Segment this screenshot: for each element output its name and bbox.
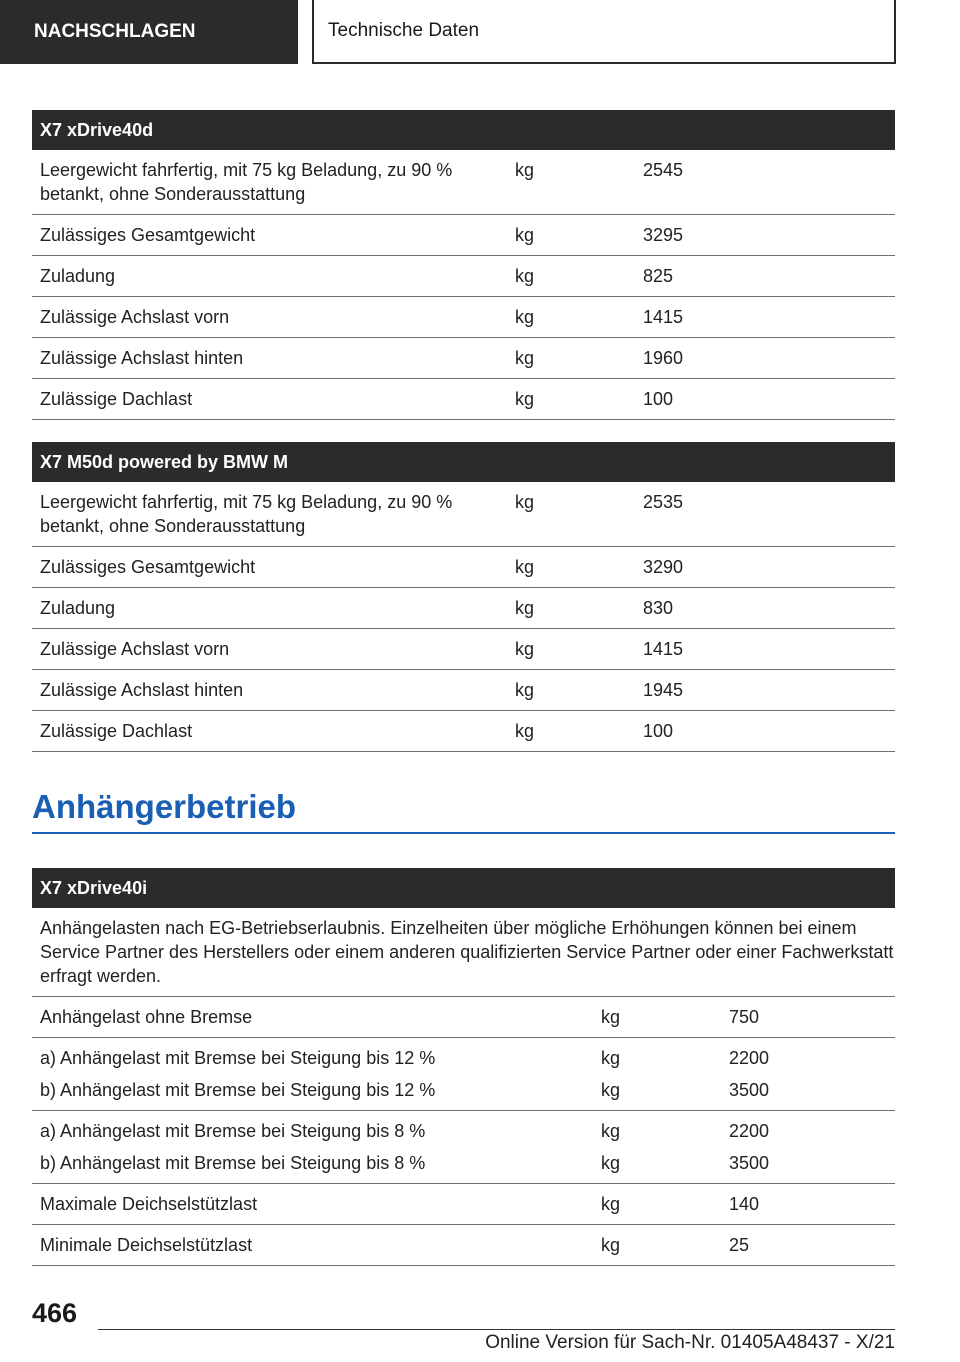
table-row — [32, 215, 895, 256]
row-unit: kg — [507, 547, 635, 588]
table-title: X7 xDrive40d — [32, 110, 895, 150]
row-value-group — [721, 1111, 895, 1184]
row-value: 1960 — [635, 338, 895, 379]
row-label: Zuladung — [32, 588, 507, 629]
row-value: 2535 — [635, 482, 895, 547]
row-value-group — [721, 1038, 895, 1111]
row-value: 750 — [721, 997, 895, 1038]
spec-table-x7-xdrive40d — [32, 110, 895, 420]
spec-table-x7-m50d — [32, 442, 895, 752]
row-value: 140 — [721, 1184, 895, 1225]
row-value: 1415 — [635, 297, 895, 338]
row-value: 2200 — [729, 1121, 770, 1141]
row-unit: kg — [593, 1225, 721, 1266]
row-label: Zulässiges Gesamtgewicht — [32, 215, 507, 256]
table-row — [32, 547, 895, 588]
row-unit: kg — [507, 588, 635, 629]
row-unit: kg — [507, 256, 635, 297]
row-label: Zulässiges Gesamtgewicht — [32, 547, 507, 588]
row-value: 830 — [635, 588, 895, 629]
table-note: Anhängelasten nach EG-Betriebserlaubnis. Einzelheiten über mögliche Erhöhungen können bei einem Service Partner des Herstellers oder einem anderen qualifizierten Service Partner oder einer Fachwerkstatt erfragt werden. — [32, 908, 895, 997]
section-tab-label: NACHSCHLAGEN — [34, 21, 196, 42]
row-unit: kg — [507, 482, 635, 547]
row-label: Zulässige Achslast vorn — [32, 297, 507, 338]
row-unit: kg — [507, 379, 635, 420]
row-unit: kg — [507, 297, 635, 338]
table-row — [32, 297, 895, 338]
row-value: 3500 — [729, 1153, 770, 1173]
row-label: Zulässige Achslast hinten — [32, 670, 507, 711]
row-label: Zulässige Dachlast — [32, 711, 507, 752]
row-value: 3500 — [729, 1080, 770, 1100]
row-unit: kg — [507, 150, 635, 215]
table-row — [32, 1038, 895, 1111]
table-note-row — [32, 908, 895, 997]
table-row — [32, 1111, 895, 1184]
row-value: 3295 — [635, 215, 895, 256]
row-label: b) Anhängelast mit Bremse bei Steigung bis 12 % — [40, 1080, 436, 1100]
page-number: 466 — [32, 1298, 78, 1328]
table-title: X7 xDrive40i — [32, 868, 895, 908]
row-value: 25 — [721, 1225, 895, 1266]
row-label: a) Anhängelast mit Bremse bei Steigung bis 12 % — [40, 1048, 436, 1068]
footer-divider — [98, 1329, 895, 1330]
row-value: 100 — [635, 379, 895, 420]
row-unit: kg — [507, 670, 635, 711]
table-row — [32, 338, 895, 379]
table-row — [32, 150, 895, 215]
trailer-table-x7-xdrive40i — [32, 868, 895, 1266]
row-value: 2200 — [729, 1048, 770, 1068]
row-value: 825 — [635, 256, 895, 297]
chapter-tab-label: Technische Daten — [328, 20, 480, 41]
row-label: Zulässige Achslast vorn — [32, 629, 507, 670]
row-value: 3290 — [635, 547, 895, 588]
row-unit: kg — [507, 711, 635, 752]
row-unit: kg — [507, 338, 635, 379]
row-label: a) Anhängelast mit Bremse bei Steigung bis 8 % — [40, 1121, 426, 1141]
row-value: 2545 — [635, 150, 895, 215]
row-unit: kg — [601, 1153, 621, 1173]
row-label: b) Anhängelast mit Bremse bei Steigung bis 8 % — [40, 1153, 426, 1173]
row-label: Leergewicht fahrfertig, mit 75 kg Beladung, zu 90 % betankt, ohne Sonderausstattung — [32, 150, 507, 215]
table-row — [32, 256, 895, 297]
row-label: Zuladung — [32, 256, 507, 297]
row-label: Zulässige Achslast hinten — [32, 338, 507, 379]
row-label: Maximale Deichselstützlast — [32, 1184, 593, 1225]
row-unit: kg — [601, 1121, 621, 1141]
table-row — [32, 629, 895, 670]
section-tab — [0, 0, 298, 64]
table-row — [32, 482, 895, 547]
table-row — [32, 670, 895, 711]
row-unit: kg — [507, 215, 635, 256]
chapter-tab — [312, 0, 896, 64]
row-unit-group — [593, 1038, 721, 1111]
row-value: 1415 — [635, 629, 895, 670]
row-label-group — [32, 1038, 593, 1111]
table-row — [32, 711, 895, 752]
row-label: Zulässige Dachlast — [32, 379, 507, 420]
section-heading: Anhängerbetrieb — [32, 788, 895, 834]
row-label: Leergewicht fahrfertig, mit 75 kg Beladung, zu 90 % betankt, ohne Sonderausstattung — [32, 482, 507, 547]
table-row — [32, 1225, 895, 1266]
row-unit: kg — [507, 629, 635, 670]
table-title: X7 M50d powered by BMW M — [32, 442, 895, 482]
row-unit: kg — [593, 997, 721, 1038]
row-label: Anhängelast ohne Bremse — [32, 997, 593, 1038]
footer-text: Online Version für Sach-Nr. 01405A48437 - X/21 — [485, 1332, 895, 1353]
row-unit: kg — [601, 1048, 621, 1068]
row-unit-group — [593, 1111, 721, 1184]
table-row — [32, 1184, 895, 1225]
row-unit: kg — [601, 1080, 621, 1100]
row-label-group — [32, 1111, 593, 1184]
table-row — [32, 588, 895, 629]
table-row — [32, 997, 895, 1038]
row-label: Minimale Deichselstützlast — [32, 1225, 593, 1266]
row-value: 1945 — [635, 670, 895, 711]
row-unit: kg — [593, 1184, 721, 1225]
table-row — [32, 379, 895, 420]
row-value: 100 — [635, 711, 895, 752]
